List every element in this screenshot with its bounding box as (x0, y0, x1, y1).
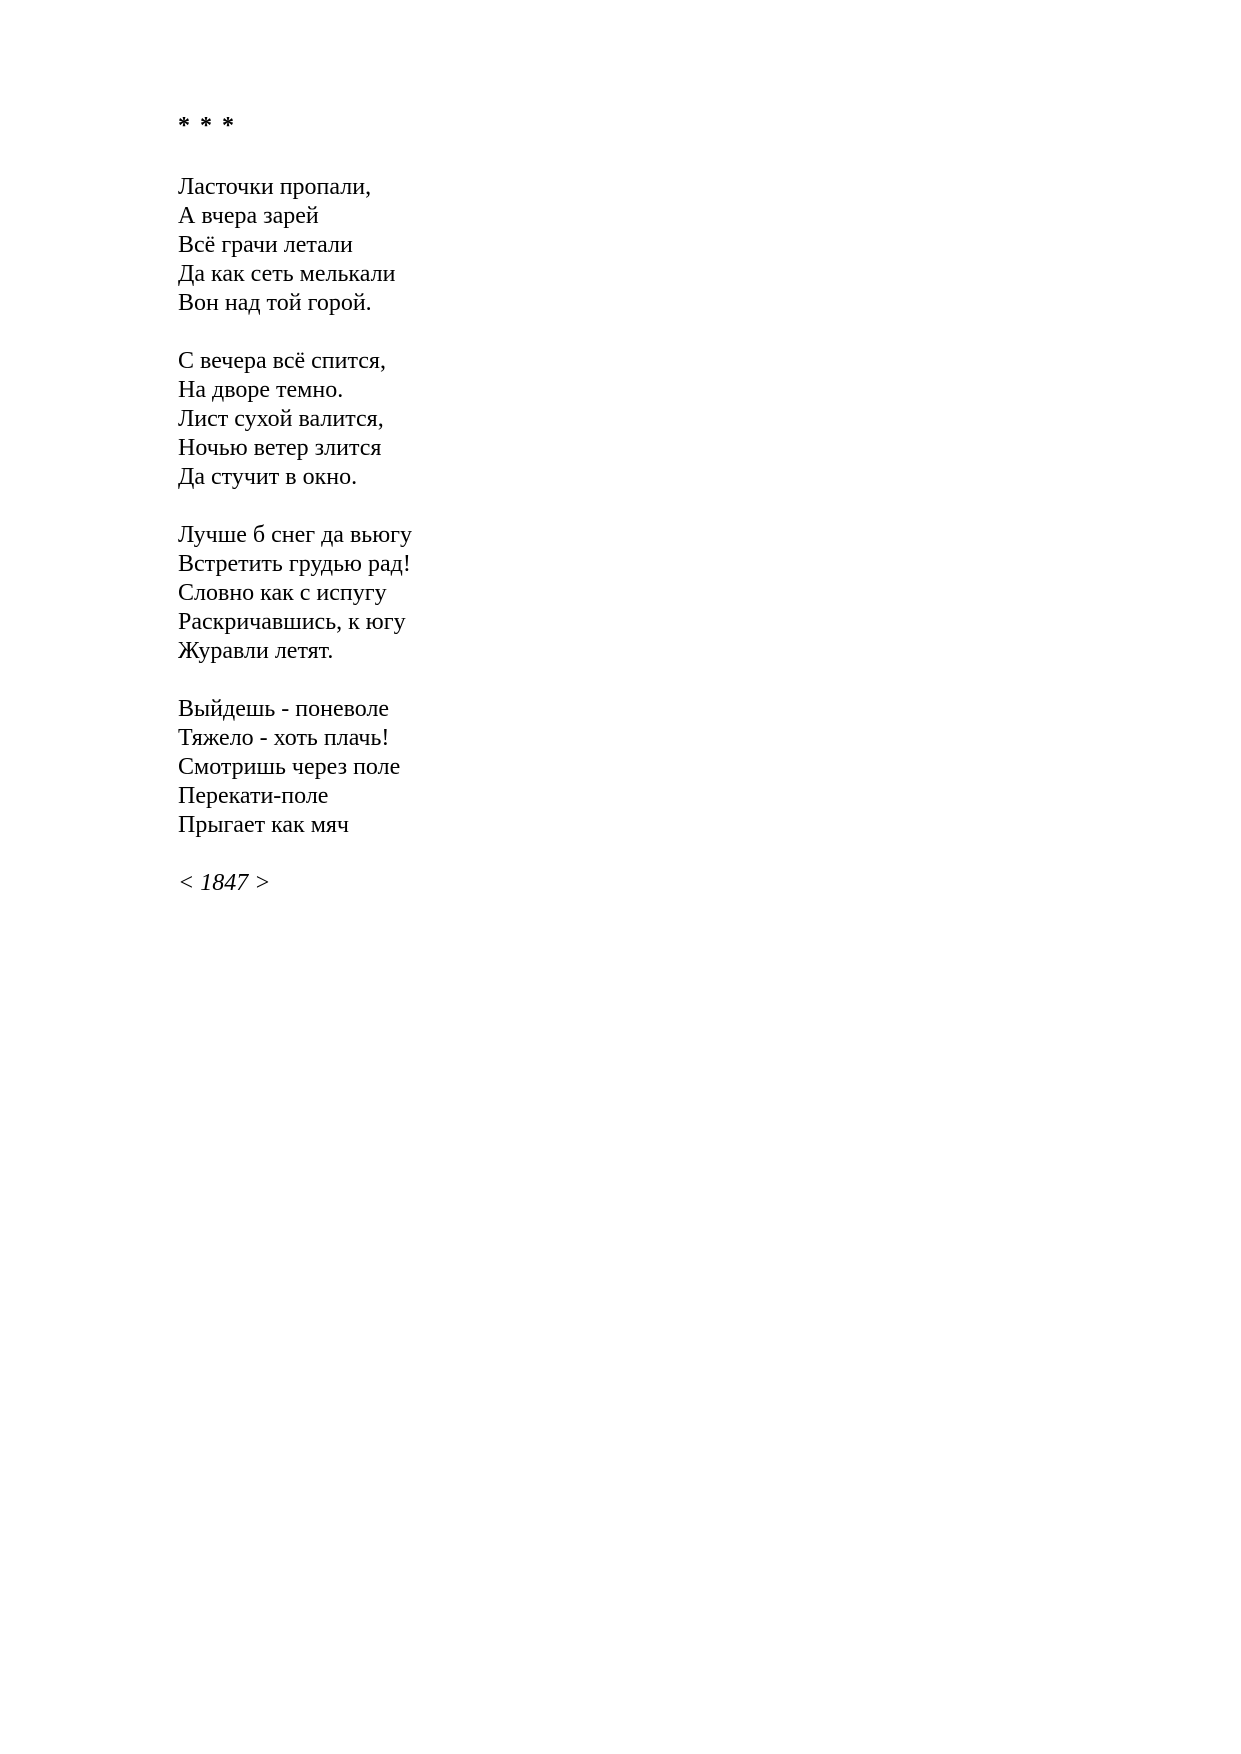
poem-line: Лист сухой валится, (178, 406, 384, 432)
poem-heading: * * * (178, 113, 236, 139)
poem-line: Смотришь через поле (178, 754, 401, 780)
poem-line: Да стучит в окно. (178, 464, 358, 490)
stanza-4 (178, 695, 1078, 840)
document-page (178, 112, 1078, 898)
poem-line: Всё грачи летали (178, 232, 353, 258)
poem-date: < 1847 > (178, 870, 271, 896)
poem-line: Вон над той горой. (178, 290, 372, 316)
poem-line: Лучше б снег да вьюгу (178, 522, 412, 548)
poem-line: Тяжело - хоть плачь! (178, 725, 390, 751)
stanza-3 (178, 521, 1078, 666)
poem-line: Ласточки пропали, (178, 174, 372, 200)
poem-line: Прыгает как мяч (178, 812, 349, 838)
poem-line: Выйдешь - поневоле (178, 696, 390, 722)
poem-line: Перекати-поле (178, 783, 329, 809)
poem-line: А вчера зарей (178, 203, 319, 229)
poem-line: Да как сеть мелькали (178, 261, 396, 287)
poem-line: Словно как с испугу (178, 580, 387, 606)
poem-line: Ночью ветер злится (178, 435, 382, 461)
poem-line: Встретить грудью рад! (178, 551, 411, 577)
poem-line: Раскричавшись, к югу (178, 609, 406, 635)
poem-line: Журавли летят. (178, 638, 334, 664)
stanza-1 (178, 173, 1078, 318)
poem-line: На дворе темно. (178, 377, 344, 403)
poem-line: С вечера всё спится, (178, 348, 386, 374)
stanza-2 (178, 347, 1078, 492)
